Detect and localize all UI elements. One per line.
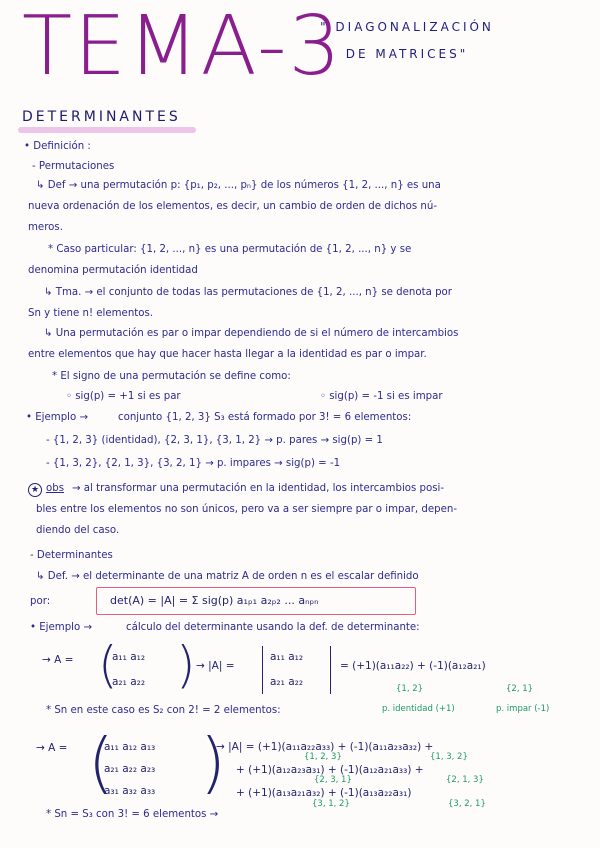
matrix-a2-row1: a₁₁ a₁₂ [112, 651, 146, 663]
perm-label-123: {1, 2, 3} [304, 752, 342, 762]
label-identidad: p. identidad (+1) [382, 704, 455, 714]
ejemplo-text-1: conjunto {1, 2, 3} S₃ está formado por 3! = 6 elementos: [118, 412, 412, 423]
perm-def-line2: nueva ordenación de los elementos, es decir, un cambio de orden de dichos nú- [28, 201, 438, 212]
par-impar-line2: entre elementos que hay que hacer hasta llegar a la identidad es par o impar. [28, 349, 427, 360]
obs-line3: diendo del caso. [36, 525, 120, 536]
det-a2-row2: a₂₁ a₂₂ [270, 676, 304, 688]
permutaciones-heading: - Permutaciones [32, 161, 115, 172]
page-title: TEMA-3 [22, 0, 343, 94]
det-a2-arrow: → |A| = [196, 660, 235, 672]
perm-label-12: {1, 2} [396, 684, 424, 694]
det-a3-line1: → |A| = (+1)(a₁₁a₂₂a₃₃) + (-1)(a₁₁a₂₃a₃₂) + [216, 741, 434, 753]
matrix-a2-label: → A = [42, 654, 74, 666]
caso-particular-line2: denomina permutación identidad [28, 265, 198, 276]
note-s2: * Sn en este caso es S₂ con 2! = 2 elementos: [46, 705, 281, 716]
signo-line: * El signo de una permutación se define como: [52, 371, 291, 382]
matrix-a3-row2: a₂₁ a₂₂ a₂₃ [104, 763, 156, 775]
teorema-line2: Sn y tiene n! elementos. [28, 308, 154, 319]
matrix-a3-row3: a₃₁ a₃₂ a₃₃ [104, 785, 156, 797]
perm-def-line1: ↳ Def → una permutación p: {p₁, p₂, ..., pₙ} de los números {1, 2, ..., n} es una [36, 180, 441, 191]
page-subtitle [292, 14, 522, 68]
star-icon: ★ [28, 483, 42, 497]
subtitle-line-2: DE MATRICES" [345, 47, 469, 61]
det-a3-line3: + (+1)(a₁₃a₂₁a₃₂) + (-1)(a₁₃a₂₂a₃₁) [236, 787, 412, 799]
perm-label-213: {2, 1, 3} [446, 775, 484, 785]
det-a3-line2: + (+1)(a₁₂a₂₃a₃₁) + (-1)(a₁₂a₂₁a₃₃) + [236, 764, 424, 776]
subtitle-line-1: " DIAGONALIZACIÓN [320, 20, 494, 34]
determinant-formula: det(A) = |A| = Σ sig(p) a₁ₚ₁ a₂ₚ₂ ... aₙₚₙ [110, 594, 319, 607]
impares-line: - {1, 3, 2}, {2, 1, 3}, {3, 2, 1} → p. impares → sig(p) = -1 [46, 458, 341, 469]
obs-line2: bles entre los elementos no son únicos, pero va a ser siempre par o impar, depen- [36, 504, 457, 515]
section-highlight [18, 127, 196, 133]
obs-line1: → al transformar una permutación en la identidad, los intercambios posi- [72, 483, 445, 494]
determinantes-heading: - Determinantes [30, 550, 113, 561]
section-heading: DETERMINANTES [22, 109, 181, 125]
perm-label-321: {3, 2, 1} [448, 799, 486, 809]
perm-label-21: {2, 1} [506, 684, 534, 694]
matrix-a2-row2: a₂₁ a₂₂ [112, 676, 146, 688]
note-s3: * Sn = S₃ con 3! = 6 elementos → [46, 809, 219, 820]
sig-impar: ◦ sig(p) = -1 si es impar [320, 391, 443, 402]
definicion-heading: • Definición : [24, 141, 91, 152]
sig-par: ◦ sig(p) = +1 si es par [66, 391, 181, 402]
perm-label-231: {2, 3, 1} [314, 775, 352, 785]
ejemplo-text-2: cálculo del determinante usando la def. de determinante: [126, 622, 420, 633]
matrix-a3-row1: a₁₁ a₁₂ a₁₃ [104, 741, 156, 753]
matrix-a3-open-paren: ( [88, 724, 114, 801]
det-a2-row1: a₁₁ a₁₂ [270, 651, 304, 663]
ejemplo-label-2: • Ejemplo → [30, 622, 93, 633]
perm-label-312: {3, 1, 2} [312, 799, 350, 809]
label-impar: p. impar (-1) [496, 704, 550, 714]
par-impar-line1: ↳ Una permutación es par o impar dependiendo de si el número de intercambios [44, 328, 459, 339]
caso-particular-line1: * Caso particular: {1, 2, ..., n} es una permutación de {1, 2, ..., n} y se [48, 244, 412, 255]
det-a2-left-bar [262, 646, 263, 694]
det-def-line2: por: [30, 596, 51, 607]
perm-def-line3: meros. [28, 222, 63, 233]
det-def-line1: ↳ Def. → el determinante de una matriz A de orden n es el escalar definido [36, 571, 419, 582]
matrix-a3-close-paren: ) [200, 724, 226, 801]
matrix-a2-open-paren: ( [98, 636, 118, 694]
ejemplo-label-1: • Ejemplo → [26, 412, 89, 423]
det-a2-right-bar [330, 646, 331, 694]
det-a2-result: = (+1)(a₁₁a₂₂) + (-1)(a₁₂a₂₁) [340, 660, 486, 672]
teorema-line1: ↳ Tma. → el conjunto de todas las permutaciones de {1, 2, ..., n} se denota por [44, 287, 452, 298]
matrix-a2-close-paren: ) [176, 636, 196, 694]
obs-label: obs [46, 483, 65, 494]
pares-line: - {1, 2, 3} (identidad), {2, 3, 1}, {3, 1, 2} → p. pares → sig(p) = 1 [46, 435, 383, 446]
perm-label-132: {1, 3, 2} [430, 752, 468, 762]
matrix-a3-label: → A = [36, 742, 68, 754]
